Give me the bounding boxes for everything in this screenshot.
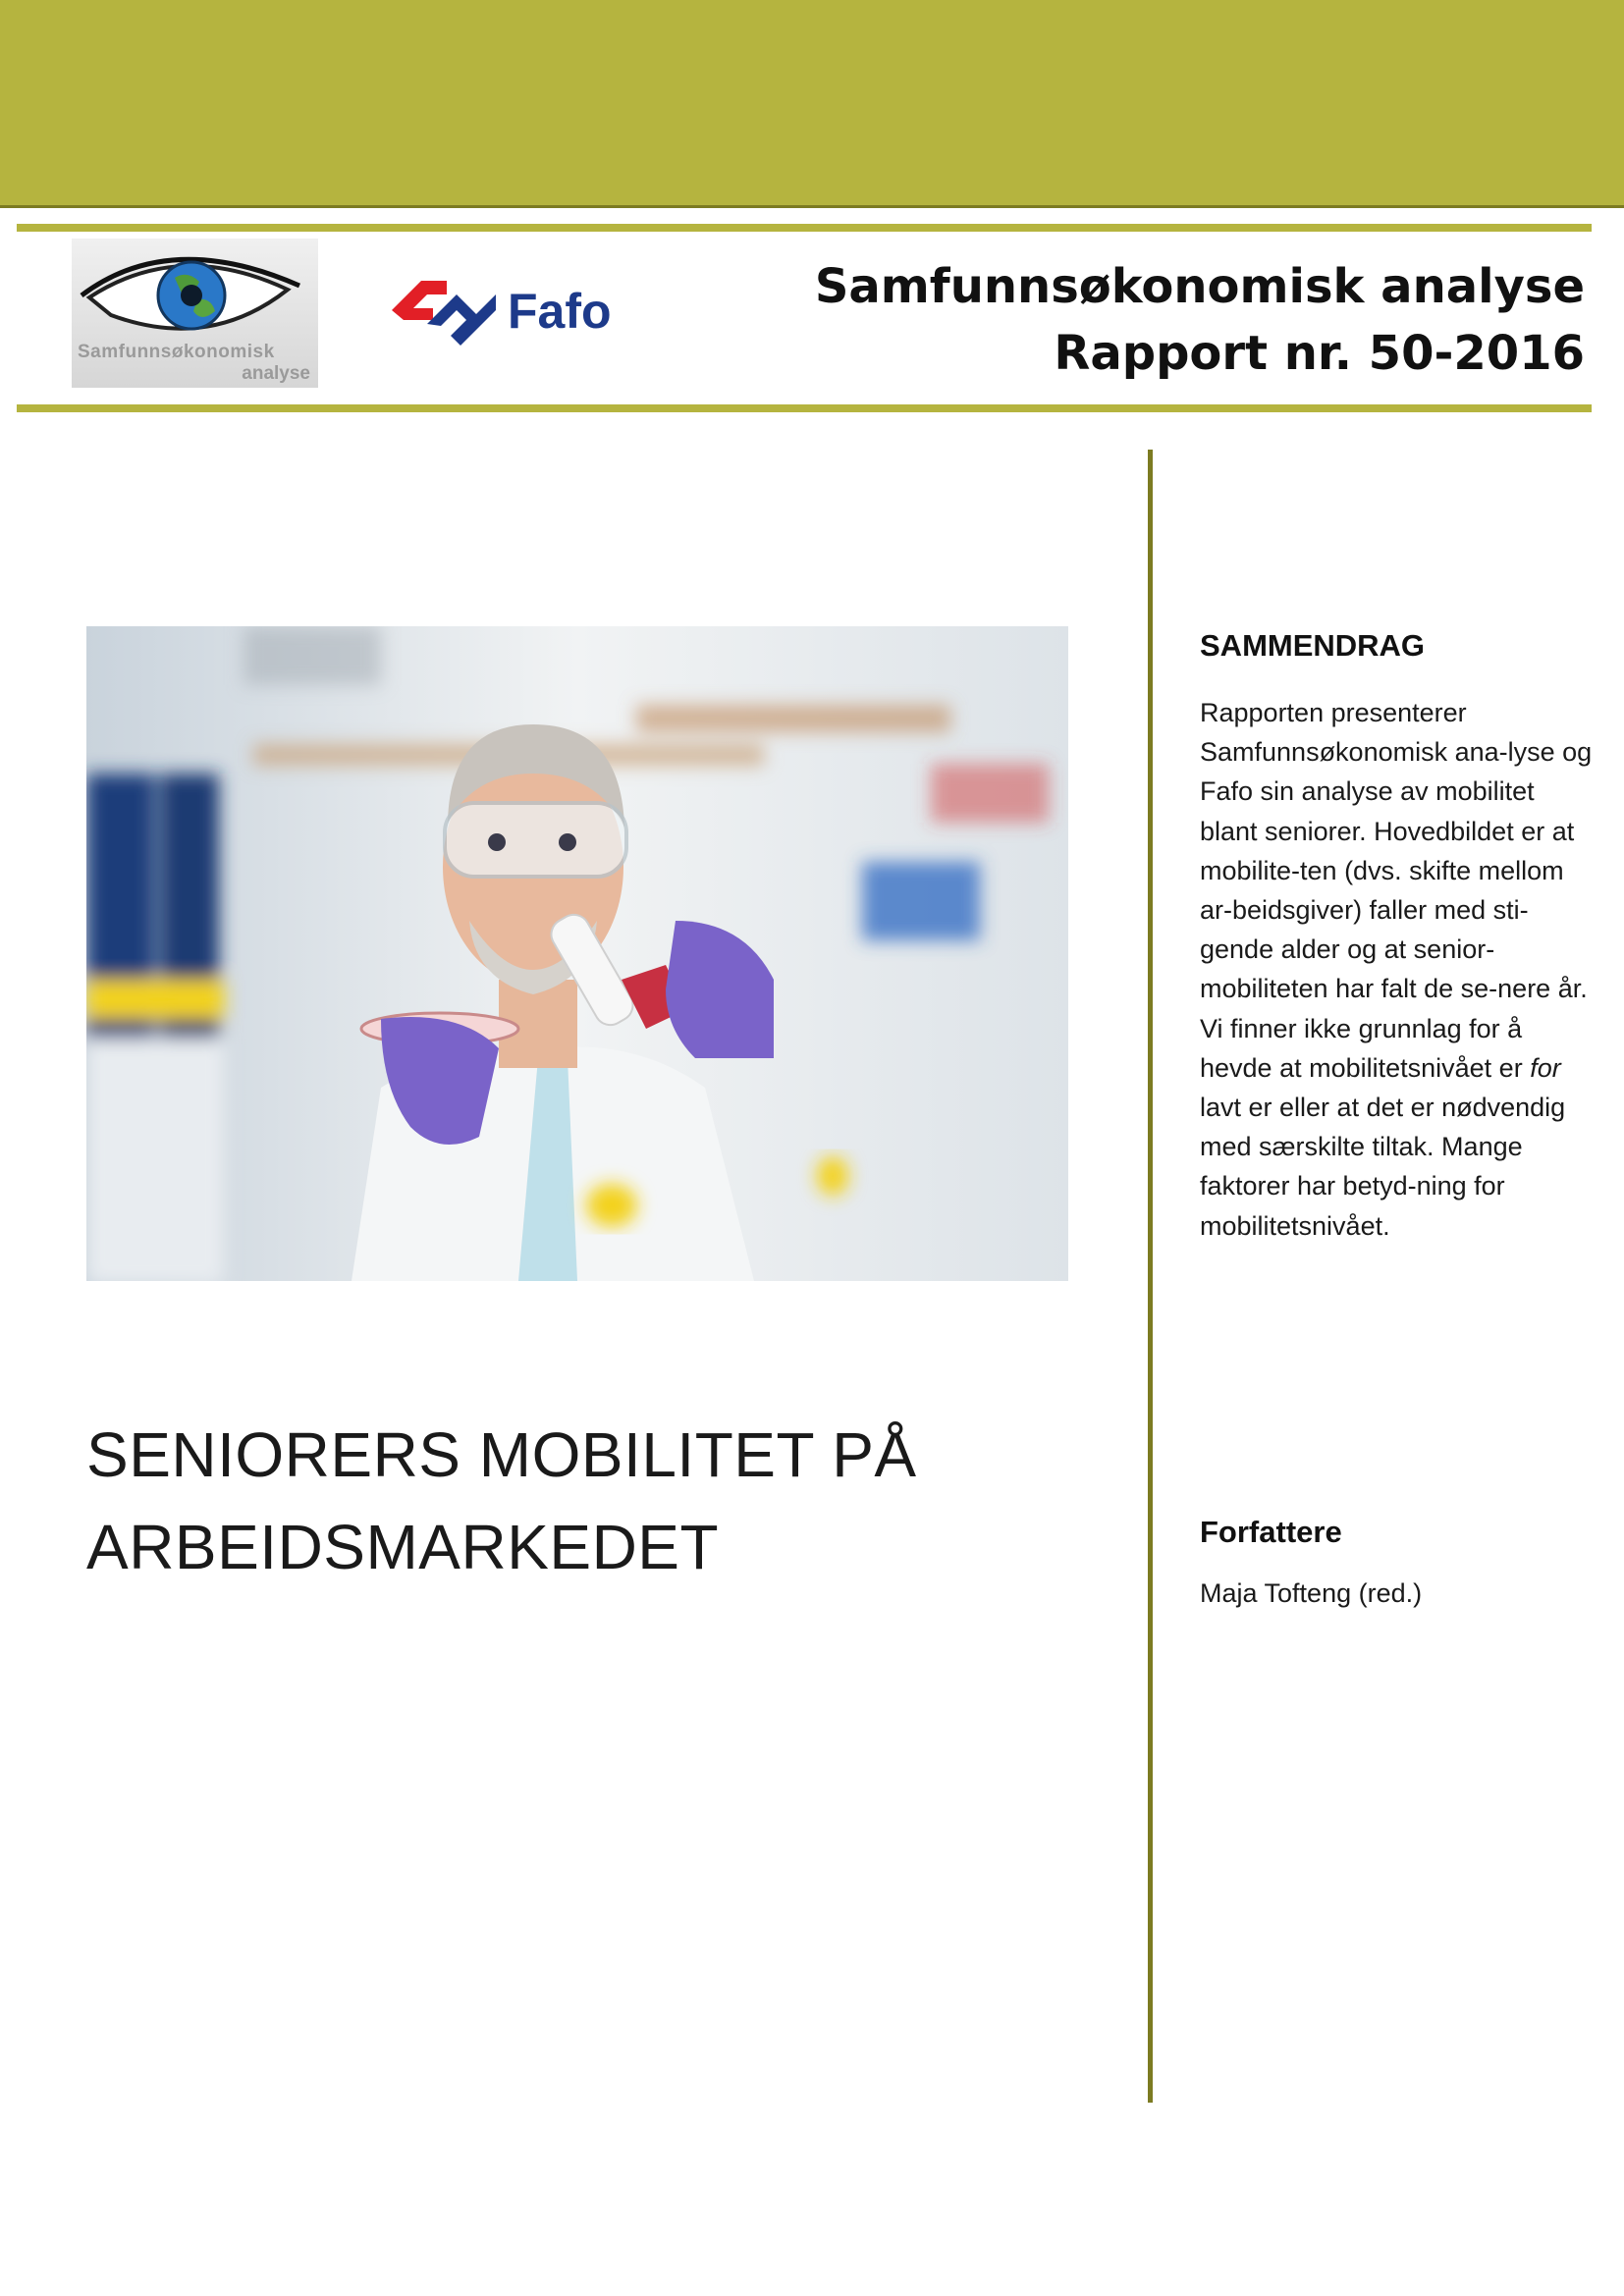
header-top-rule bbox=[17, 224, 1592, 232]
summary-heading: SAMMENDRAG bbox=[1200, 628, 1426, 663]
header-title-line1: Samfunnsøkonomisk analyse bbox=[814, 259, 1585, 314]
sam-logo-text-line1: Samfunnsøkonomisk bbox=[78, 342, 275, 362]
cover-photo bbox=[86, 626, 1068, 1281]
sam-logo-text-line2: analyse bbox=[242, 363, 310, 384]
summary-paragraph bbox=[1200, 693, 1593, 1246]
fafo-logo-text: Fafo bbox=[508, 284, 612, 339]
authors-names: Maja Tofteng (red.) bbox=[1200, 1578, 1423, 1608]
summary-text-part2: lavt er eller at det er nødvendig med særskilte tiltak. Mange faktorer har betyd-ning for mobilitetsnivået. bbox=[1200, 1093, 1566, 1241]
summary-text-part1: Rapporten presenterer Samfunnsøkonomisk ana-lyse og Fafo sin analyse av mobilitet blant seniorer. Hovedbildet er at mobilite-ten (dvs. skifte mellom ar-beidsgiver) faller med sti-gende alder og at senior-mobiliteten har falt de se-nere år. Vi finner ikke grunnlag for å hevde at mobilitetsnivået er bbox=[1200, 698, 1593, 1083]
fafo-logo bbox=[388, 275, 643, 349]
summary-section-head bbox=[1200, 628, 1593, 664]
fafo-mark-icon bbox=[388, 275, 506, 349]
report-header-title bbox=[815, 253, 1585, 387]
report-title: SENIORERS MOBILITET PÅ ARBEIDSMARKEDET bbox=[86, 1419, 917, 1582]
summary-section bbox=[1200, 693, 1593, 1246]
authors-section-head bbox=[1200, 1515, 1593, 1550]
samfunnsokonomisk-logo bbox=[72, 239, 318, 388]
column-divider bbox=[1148, 450, 1153, 2103]
header-bottom-rule bbox=[17, 404, 1592, 412]
scientist-photo bbox=[86, 626, 1068, 1281]
summary-emphasis: for bbox=[1530, 1052, 1561, 1083]
header-title-line2: Rapport nr. 50-2016 bbox=[1054, 326, 1585, 381]
authors-heading: Forfattere bbox=[1200, 1515, 1342, 1549]
top-color-band bbox=[0, 0, 1624, 208]
